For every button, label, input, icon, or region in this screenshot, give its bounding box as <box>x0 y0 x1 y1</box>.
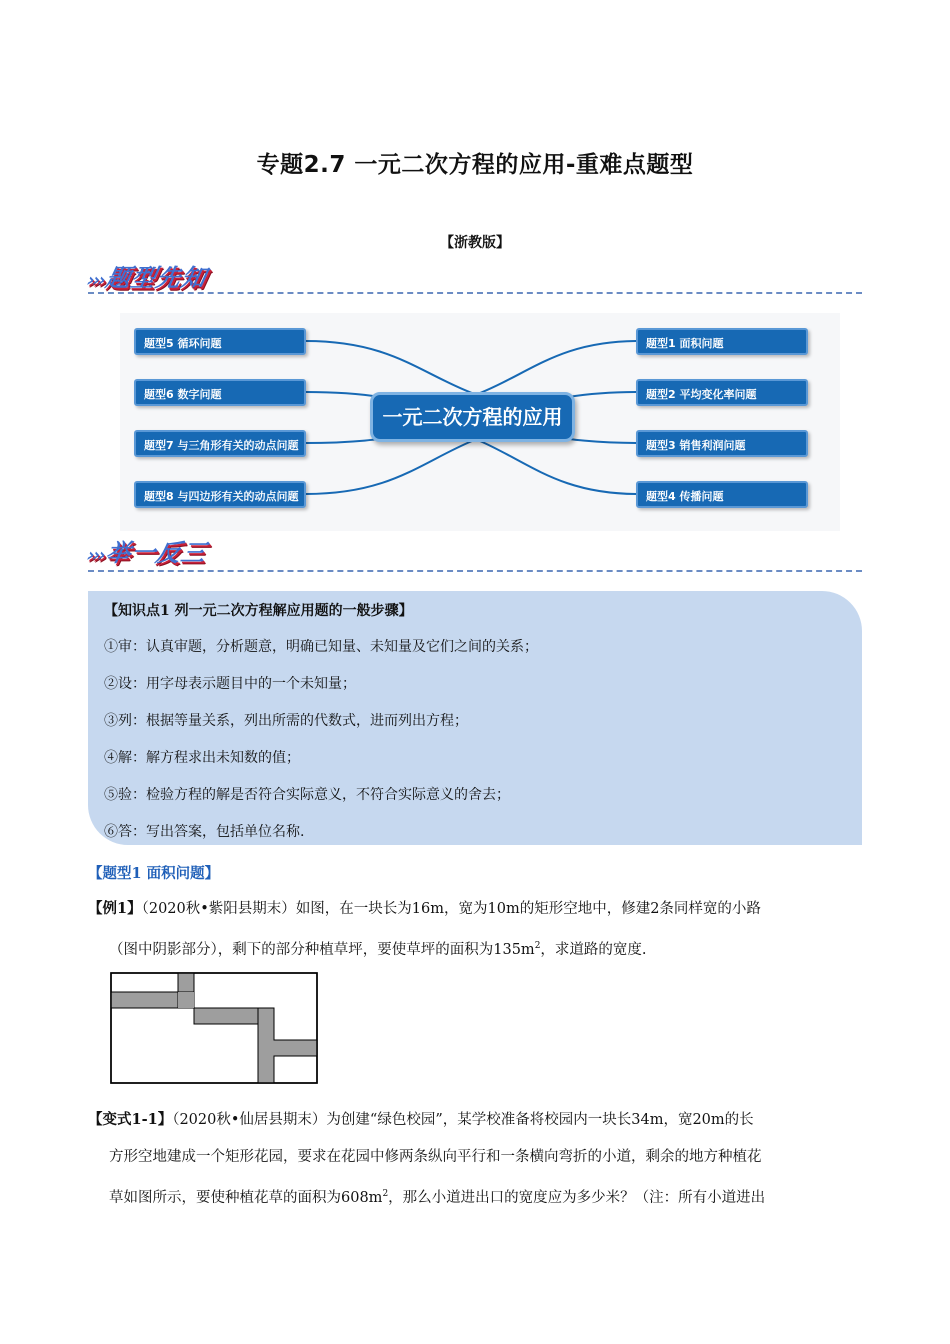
mind-map <box>120 313 840 531</box>
banner-arrows: ››› <box>85 270 106 291</box>
knowledge-title: 【知识点1 列一元二次方程解应用题的一般步骤】 <box>104 603 413 619</box>
knowledge-step: ②设：用字母表示题目中的一个未知量； <box>104 676 356 692</box>
banner-text: 题型先知 <box>103 264 210 292</box>
knowledge-step: ①审：认真审题，分析题意，明确已知量、未知量及它们之间的关系； <box>104 639 538 655</box>
variant-text: 为创建“绿色校园”，某学校准备将校园内一块长34m，宽20m的长 <box>326 1112 754 1128</box>
superscript: 2 <box>534 941 541 951</box>
mindmap-node-topic7: 题型7 与三角形有关的动点问题 <box>134 430 306 457</box>
mindmap-node-topic4: 题型4 传播问题 <box>636 481 808 508</box>
example-text: 如图，在一块长为16m，宽为10m的矩形空地中，修建2条同样宽的小路 <box>295 901 761 917</box>
mindmap-node-topic5: 题型5 循环问题 <box>134 328 306 355</box>
example-line-2 <box>88 928 862 969</box>
knowledge-step: ③列：根据等量关系，列出所需的代数式，进而列出方程； <box>104 713 468 729</box>
dashed-divider <box>88 570 862 572</box>
knowledge-step: ⑥答：写出答案，包括单位名称. <box>104 824 305 840</box>
variant-text: 草如图所示，要使种植花草的面积为608m <box>109 1189 383 1206</box>
variant-label: 【变式1-1】 <box>88 1111 173 1128</box>
superscript: 2 <box>382 1189 389 1199</box>
variant-text: ，那么小道进出口的宽度应为多少米？（注：所有小道进出 <box>388 1189 766 1206</box>
knowledge-box <box>88 591 862 845</box>
variant-line-3 <box>88 1176 862 1217</box>
variant-line-2: 方形空地建成一个矩形花园，要求在花园中修两条纵向平行和一条横向弯折的小道，剩余的地方种植花 <box>109 1149 762 1165</box>
topic-heading: 【题型1 面积问题】 <box>88 865 220 882</box>
banner-text: 举一反三 <box>103 539 210 567</box>
mindmap-node-topic2: 题型2 平均变化率问题 <box>636 379 808 406</box>
knowledge-step: ⑤验：检验方程的解是否符合实际意义，不符合实际意义的舍去； <box>104 787 510 803</box>
mindmap-node-topic8: 题型8 与四边形有关的动点问题 <box>134 481 306 508</box>
mindmap-center-node: 一元二次方程的应用 <box>370 392 575 442</box>
mindmap-node-topic3: 题型3 销售利润问题 <box>636 430 808 457</box>
dashed-divider <box>88 292 862 294</box>
example-label: 【例1】 <box>88 900 142 917</box>
banner-arrows: ››› <box>85 545 106 566</box>
knowledge-step: ④解：解方程求出未知数的值； <box>104 750 300 766</box>
mindmap-node-topic6: 题型6 数字问题 <box>134 379 306 406</box>
page-title: 专题2.7 一元二次方程的应用-重难点题型 <box>256 152 694 178</box>
example-source: （2020秋•紫阳县期末） <box>141 901 296 917</box>
example-text: ，求道路的宽度. <box>540 941 647 958</box>
example-line-1 <box>88 890 862 928</box>
road-figure <box>110 972 318 1084</box>
variant-source: （2020秋•仙居县期末） <box>172 1112 327 1128</box>
variant-1-1 <box>88 1101 862 1217</box>
example-text: （图中阴影部分），剩下的部分种植草坪，要使草坪的面积为135m <box>109 941 535 958</box>
edition-label: 【浙教版】 <box>440 235 510 251</box>
example-1 <box>88 890 862 969</box>
mindmap-node-topic1: 题型1 面积问题 <box>636 328 808 355</box>
variant-line-1 <box>88 1101 862 1139</box>
section-banner-practice <box>84 533 211 573</box>
